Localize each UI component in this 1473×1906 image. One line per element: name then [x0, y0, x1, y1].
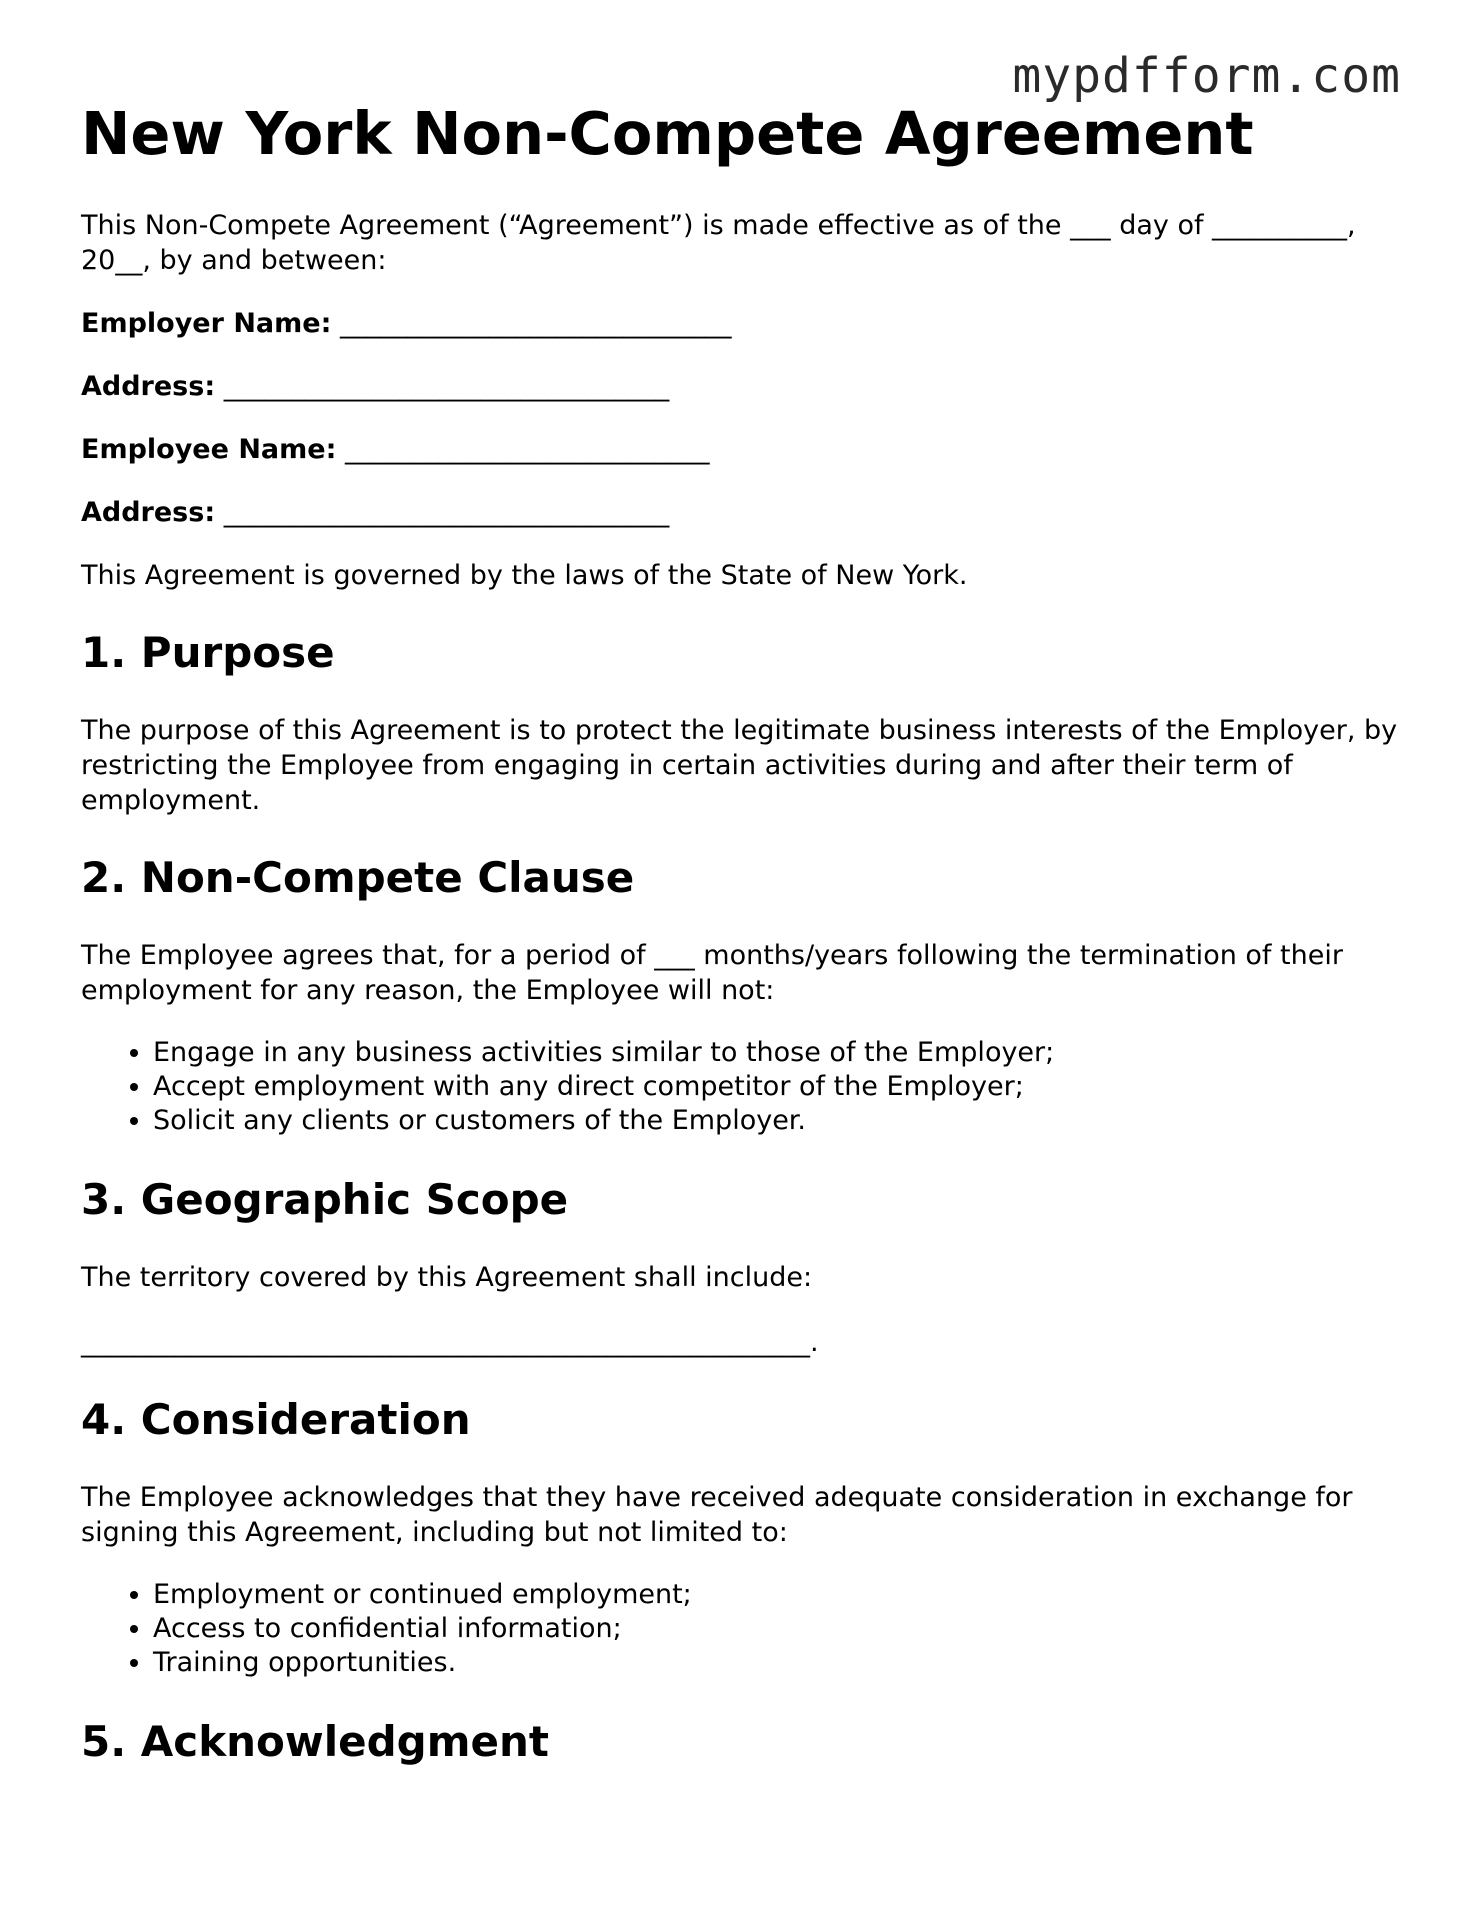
consideration-list [81, 1578, 1401, 1680]
section-heading-acknowledgment: 5. Acknowledgment [81, 1717, 549, 1766]
list-item: • Training opportunities. [153, 1646, 1401, 1680]
section-heading-purpose: 1. Purpose [81, 628, 335, 677]
employer-address-label: Address: [81, 371, 216, 402]
geographic-text: The territory covered by this Agreement shall include: [81, 1262, 813, 1293]
section-heading-noncompete: 2. Non-Compete Clause [81, 853, 635, 902]
document-body [81, 208, 1401, 1802]
list-item: • Access to confidential information; [153, 1612, 1401, 1646]
employer-address-field[interactable] [81, 369, 1401, 404]
governing-law-text: This Agreement is governed by the laws of the State of New York. [81, 560, 968, 591]
intro-paragraph: This Non-Compete Agreement (“Agreement”) is made effective as of the ___ day of __________, 20__, by and between: [81, 210, 1356, 276]
noncompete-text: The Employee agrees that, for a period of ___ months/years following the termination of their employment for any reason, the Employee will not: [81, 940, 1343, 1006]
employer-name-label: Employer Name: [81, 308, 332, 339]
employer-address-blank[interactable]: _________________________________ [223, 371, 670, 402]
employee-address-label: Address: [81, 497, 216, 528]
section-heading-geographic: 3. Geographic Scope [81, 1175, 569, 1224]
employer-name-blank[interactable]: _____________________________ [340, 308, 732, 339]
list-item: • Employment or continued employment; [153, 1578, 1401, 1612]
employee-name-blank[interactable]: ___________________________ [345, 434, 710, 465]
employee-name-label: Employee Name: [81, 434, 337, 465]
list-item: • Solicit any clients or customers of the Employer. [153, 1104, 1401, 1138]
employer-name-field[interactable] [81, 306, 1401, 341]
list-item: • Accept employment with any direct competitor of the Employer; [153, 1070, 1401, 1104]
employee-address-blank[interactable]: _________________________________ [223, 497, 670, 528]
employee-address-field[interactable] [81, 495, 1401, 530]
purpose-text: The purpose of this Agreement is to protect the legitimate business interests of the Employer, by restricting the Employee from engaging in certain activities during and after their term of employment. [81, 715, 1398, 816]
list-item: • Engage in any business activities similar to those of the Employer; [153, 1036, 1401, 1070]
page-title: New York Non-Compete Agreement [81, 99, 1254, 168]
consideration-text: The Employee acknowledges that they have received adequate consideration in exchange for signing this Agreement, including but not limited to: [81, 1482, 1353, 1548]
employee-name-field[interactable] [81, 432, 1401, 467]
site-watermark: mypdfform.com [1012, 48, 1401, 104]
noncompete-list [81, 1036, 1401, 1138]
territory-blank[interactable]: ______________________________________________________. [81, 1327, 819, 1358]
section-heading-consideration: 4. Consideration [81, 1395, 471, 1444]
